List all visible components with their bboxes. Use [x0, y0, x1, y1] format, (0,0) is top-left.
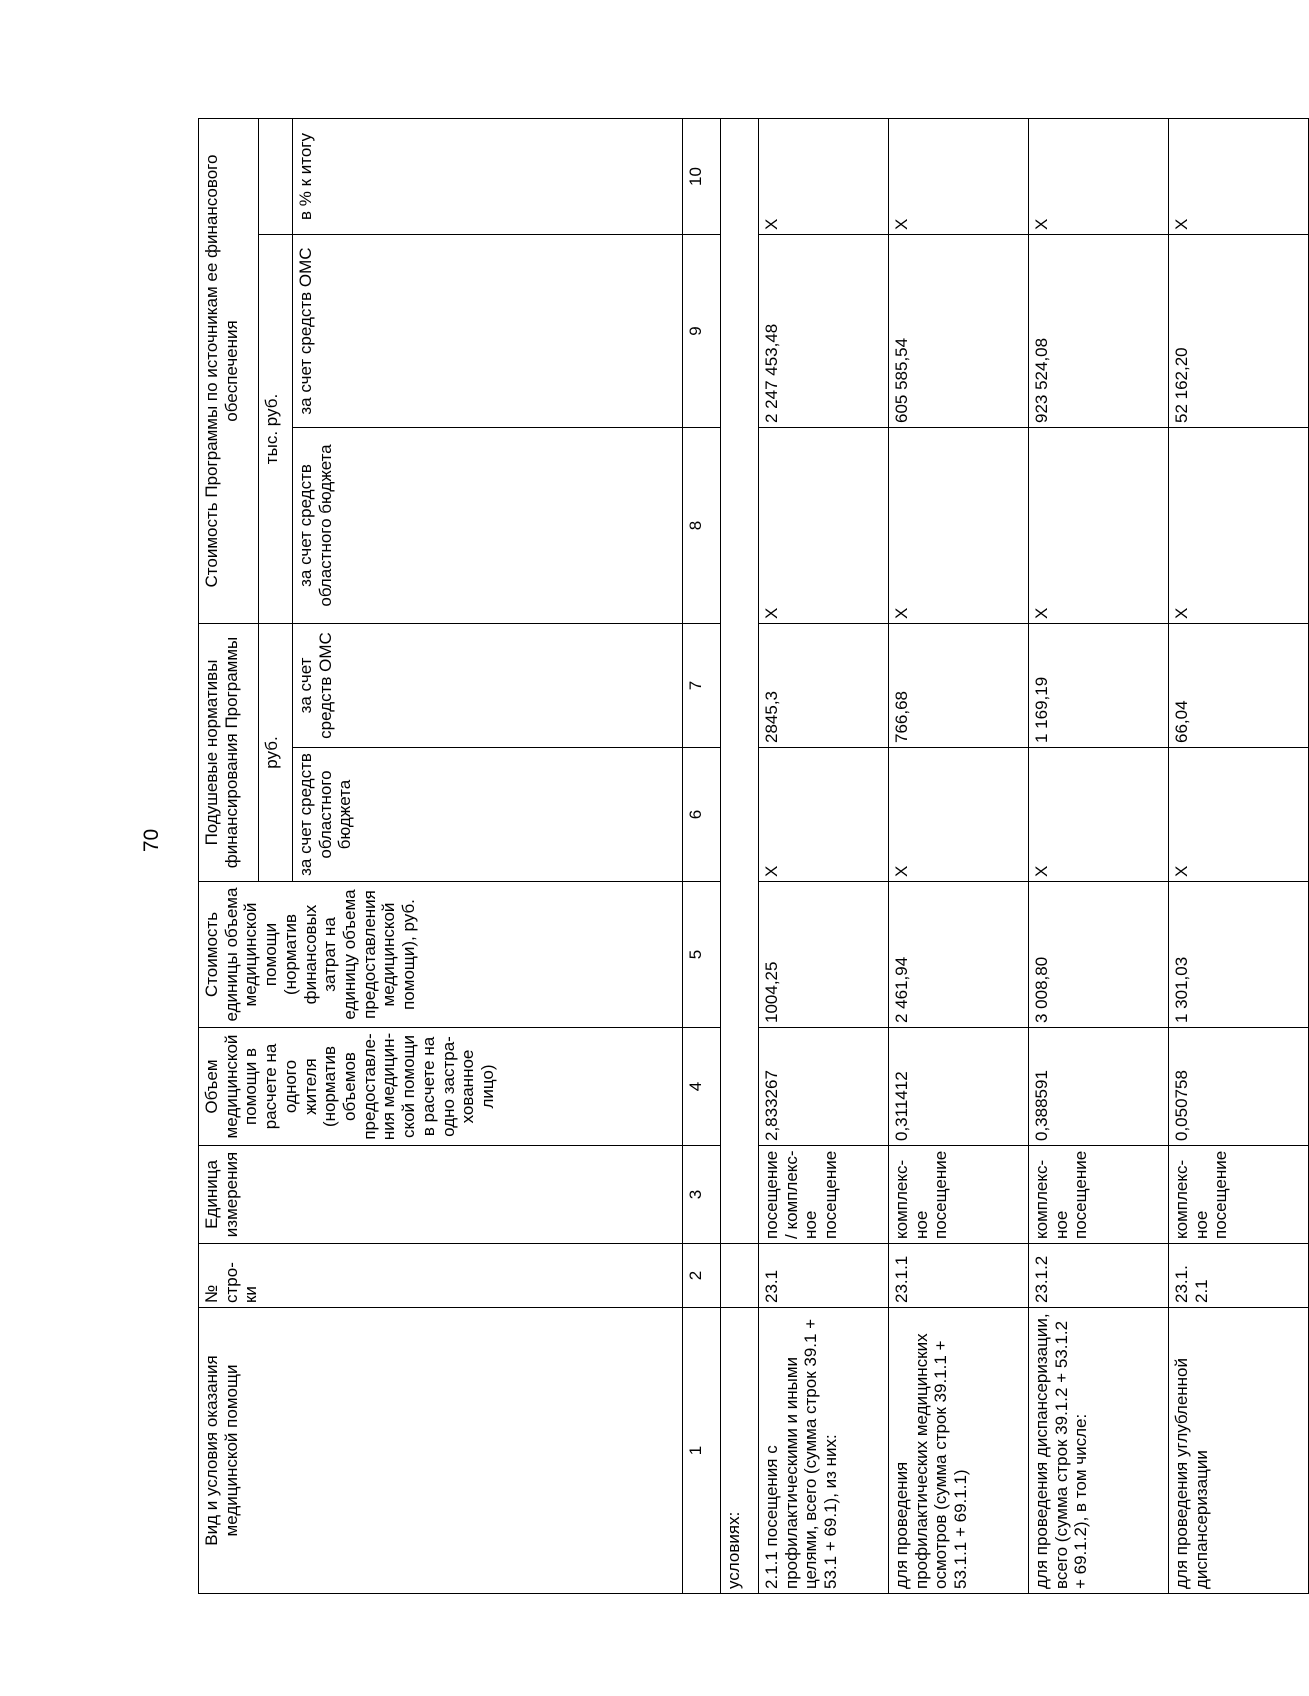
row-per-capita-budget: X	[1029, 748, 1169, 882]
row-per-capita-budget: X	[759, 748, 889, 882]
row-cost-budget: X	[889, 428, 1029, 624]
row-cost-unit: 3 008,80	[1029, 882, 1169, 1028]
section-label: условиях:	[721, 1308, 759, 1594]
header-cost-units: тыс. руб.	[259, 235, 293, 624]
table-row	[1169, 119, 1309, 1594]
column-number: 3	[683, 1146, 721, 1244]
table-row	[759, 119, 889, 1594]
row-cost-unit: 1 301,03	[1169, 882, 1309, 1028]
row-cost-percent: X	[889, 119, 1029, 235]
column-number: 5	[683, 882, 721, 1028]
header-per-capita-units: руб.	[259, 624, 293, 882]
header-cost-units-blank	[259, 119, 293, 235]
row-cost-budget: X	[759, 428, 889, 624]
column-number: 9	[683, 235, 721, 428]
column-number: 4	[683, 1028, 721, 1146]
row-per-capita-oms: 766,68	[889, 624, 1029, 748]
row-number: 23.1.2	[1029, 1244, 1169, 1308]
row-per-capita-oms: 1 169,19	[1029, 624, 1169, 748]
header-per-capita-budget: за счет средств областного бюджета	[293, 748, 683, 882]
row-cost-oms: 2 247 453,48	[759, 235, 889, 428]
header-cost-unit: Стоимость единицы объема медицинской помощи (норматив финансовых затрат на единицу объема предоставления медицинской помощи), руб.	[199, 882, 683, 1028]
row-volume: 2,833267	[759, 1028, 889, 1146]
row-cost-unit: 1004,25	[759, 882, 889, 1028]
row-kind: для проведения углубленной диспансеризации	[1169, 1308, 1309, 1594]
row-per-capita-budget: X	[889, 748, 1029, 882]
row-per-capita-oms: 2845,3	[759, 624, 889, 748]
row-unit: комплекс-ное посещение	[889, 1146, 1029, 1244]
financing-table	[198, 118, 1309, 1594]
row-cost-percent: X	[759, 119, 889, 235]
column-number: 2	[683, 1244, 721, 1308]
header-cost-oms: за счет средств ОМС	[293, 235, 683, 428]
row-unit: комплекс-ное посещение	[1169, 1146, 1309, 1244]
column-number: 10	[683, 119, 721, 235]
column-number: 1	[683, 1308, 721, 1594]
row-volume: 0,050758	[1169, 1028, 1309, 1146]
section-blank	[721, 1244, 759, 1308]
row-per-capita-budget: X	[1169, 748, 1309, 882]
row-per-capita-oms: 66,04	[1169, 624, 1309, 748]
section-row	[721, 119, 759, 1594]
row-cost-percent: X	[1029, 119, 1169, 235]
header-cost-percent: в % к итогу	[293, 119, 683, 235]
header-volume: Объем медицинской помощи в расчете на одного жителя (норматив объемов предоставле-ния медицин-ской помощи в расчете на одно застра-хованное лицо)	[199, 1028, 683, 1146]
row-number: 23.1	[759, 1244, 889, 1308]
row-cost-unit: 2 461,94	[889, 882, 1029, 1028]
header-cost-budget: за счет средств областного бюджета	[293, 428, 683, 624]
header-per-capita: Подушевые нормативы финансирования Программы	[199, 624, 259, 882]
column-number-row	[683, 119, 721, 1594]
header-per-capita-oms: за счет средств ОМС	[293, 624, 683, 748]
column-number: 6	[683, 748, 721, 882]
row-cost-budget: X	[1029, 428, 1169, 624]
header-unit: Единица измерения	[199, 1146, 683, 1244]
row-cost-oms: 52 162,20	[1169, 235, 1309, 428]
row-number: 23.1. 2.1	[1169, 1244, 1309, 1308]
row-unit: комплекс-ное посещение	[1029, 1146, 1169, 1244]
row-cost-percent: X	[1169, 119, 1309, 235]
landscape-page	[198, 119, 1231, 1594]
row-kind: для проведения профилактических медицинских осмотров (сумма строк 39.1.1 + 53.1.1 + 69.1.1)	[889, 1308, 1029, 1594]
row-cost-budget: X	[1169, 428, 1309, 624]
row-volume: 0,388591	[1029, 1028, 1169, 1146]
row-volume: 0,311412	[889, 1028, 1029, 1146]
row-kind: для проведения диспансеризации, всего (сумма строк 39.1.2 + 53.1.2 + 69.1.2), в том числе:	[1029, 1308, 1169, 1594]
row-cost-oms: 605 585,54	[889, 235, 1029, 428]
column-number: 8	[683, 428, 721, 624]
column-number: 7	[683, 624, 721, 748]
table-row	[1029, 119, 1169, 1594]
table-row	[889, 119, 1029, 1594]
header-row-no: № стро-ки	[199, 1244, 683, 1308]
row-number: 23.1.1	[889, 1244, 1029, 1308]
header-kind: Вид и условия оказания медицинской помощи	[199, 1308, 683, 1594]
header-cost-program: Стоимость Программы по источникам ее финансового обеспечения	[199, 119, 259, 624]
section-blank	[721, 119, 759, 1244]
row-unit: посещение/ комплекс-ное посещение	[759, 1146, 889, 1244]
row-cost-oms: 923 524,08	[1029, 235, 1169, 428]
page-number: 70	[140, 828, 164, 853]
row-kind: 2.1.1 посещения с профилактическими и иными целями, всего (сумма строк 39.1 + 53.1 + 69.1), из них:	[759, 1308, 889, 1594]
